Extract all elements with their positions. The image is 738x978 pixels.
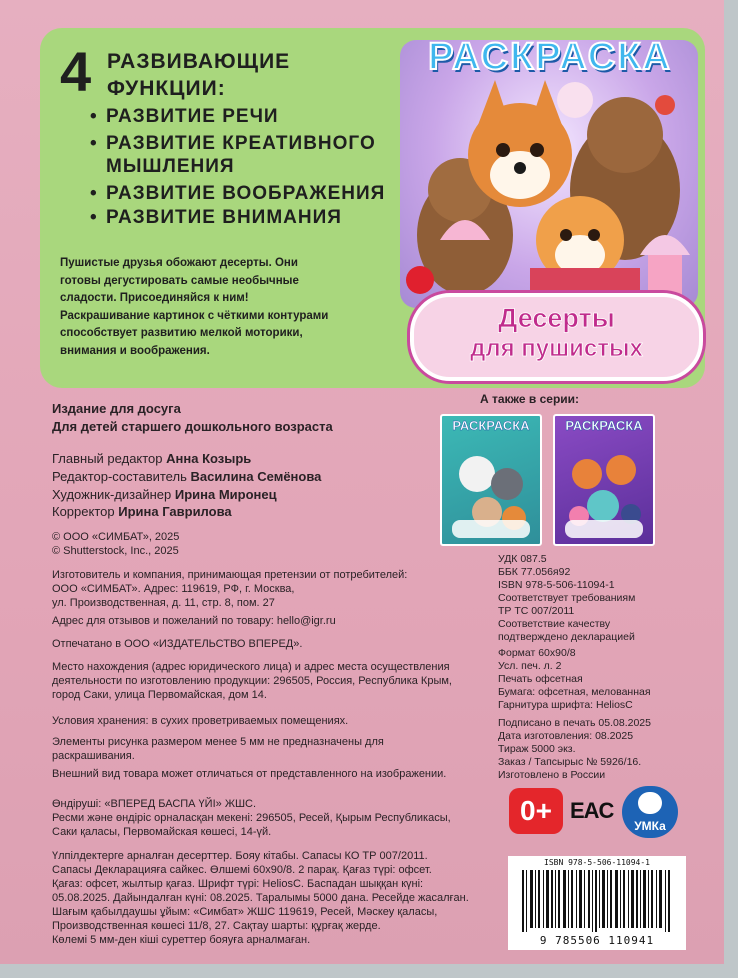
- legal-address: Место нахождения (адрес юридического лица) и адрес места осуществления деятельности по изготовлению продукции: 296505, Россия, Республика Крым, город Саки, улица Первомайская, дом 14.: [52, 661, 452, 701]
- copyright-notice: © ООО «СИМБАТ», 2025 © Shutterstock, Inc., 2025: [52, 531, 180, 557]
- function-item: • РАЗВИТИЕ РЕЧИ: [90, 106, 279, 127]
- series-logo: РАСКРАСКА: [428, 36, 672, 78]
- functions-heading-line2: ФУНКЦИИ:: [107, 77, 226, 100]
- credit-line: Корректор Ирина Гаврилова: [52, 504, 232, 519]
- printer-info: Отпечатано в ООО «ИЗДАТЕЛЬСТВО ВПЕРЕД».: [52, 638, 303, 650]
- age-rating-badge: 0+: [509, 788, 563, 834]
- series-cover-thumbnail: РАСКРАСКА: [440, 414, 542, 546]
- animals-and-desserts-illustration: [400, 40, 698, 308]
- functions-heading: [107, 48, 290, 102]
- publication-data: Подписано в печать 05.08.2025 Дата изготовления: 08.2025 Тираж 5000 экз. Заказ / Тапсырыс № 5926/16. Изготовлено в России: [498, 717, 651, 781]
- bibliographic-block: УДК 087.5 ББК 77.056я92 ISBN 978-5-506-11094-1 Соответствует требованиям ТР ТС 007/2011 Соответствие качеству подтверждено декларацией: [498, 553, 636, 643]
- eac-mark: EAC: [570, 798, 614, 823]
- function-item-continued: МЫШЛЕНИЯ: [106, 156, 235, 177]
- bear-icon: [638, 792, 662, 814]
- bleed-edge-bottom: [0, 964, 738, 978]
- function-item: • РАЗВИТИЕ ВООБРАЖЕНИЯ: [90, 183, 386, 204]
- credit-line: Редактор-составитель Василина Семёнова: [52, 469, 322, 484]
- manufacturer-info: Изготовитель и компания, принимающая претензии от потребителей: ООО «СИМБАТ». Адрес: 119619, РФ, г. Москва, ул. Производственная, д. 11, стр. 8, пом. 27: [52, 569, 408, 609]
- function-item: • РАЗВИТИЕ ВНИМАНИЯ: [90, 207, 342, 228]
- feedback-address: Адрес для отзывов и пожеланий по товару: hello@igr.ru: [52, 615, 336, 627]
- book-title-plate: [410, 293, 703, 381]
- book-title-line1: Десерты: [498, 303, 615, 333]
- small-elements-notice: Элементы рисунка размером менее 5 мм не предназначены для раскрашивания.: [52, 736, 384, 762]
- functions-number: 4: [60, 40, 92, 103]
- kazakh-product-info: Үлпілдектерге арналған десерттер. Бояу кітабы. Сапасы КО ТР 007/2011. Сапасы Декларацияға сайкес. Өлшемі 60х90/8. 2 парақ. Қағаз түрі: офсет. Қағаз: офсет, жылтыр қағаз. Шрифт түрі: HeliosC. Баспадан шыққан күні: 05.08.2025. Дайындалған күні: 08.2025. Таралымы 5000 дана. Ресейде жасалған. Шағым қабылдаушы ұйым: «Симбат» ЖШС 119619, Ресей, Мәскеу қаласы, Производственная көшесі 11/8, 27. Сақтау шарты: құрғақ жерде. Көлемі 5 мм-ден кіші суреттер бояуға арналмаған.: [52, 850, 469, 946]
- appearance-disclaimer: Внешний вид товара может отличаться от представленного на изображении.: [52, 768, 447, 780]
- book-description: Пушистые друзья обожают десерты. Они готовы дегустировать самые необычные сладости. Присоединяйся к ним! Раскрашивание картинок с чёткими контурами способствует развитию мелкой моторики, внимания и воображения.: [60, 257, 329, 357]
- barcode-bars: [522, 870, 672, 932]
- barcode-isbn-text: ISBN 978-5-506-11094-1: [544, 858, 650, 867]
- bleed-edge-right: [724, 0, 738, 978]
- series-cover-thumbnail: РАСКРАСКА: [553, 414, 655, 546]
- edition-type: Издание для досуга: [52, 401, 181, 416]
- functions-heading-line1: РАЗВИВАЮЩИЕ: [107, 50, 291, 73]
- book-title-line2: для пушистых: [470, 335, 643, 362]
- publisher-logo: УМКа: [622, 786, 678, 838]
- kazakh-manufacturer-info: Өндіруші: «ВПЕРЕД БАСПА ҮЙІ» ЖШС. Ресми және өндіріс орналасқан мекені: 296505, Ресей, Қырым Республикасы, Саки қаласы, Первомайская көшесі, 14-үй.: [52, 798, 451, 838]
- credit-line: Главный редактор Анна Козырь: [52, 451, 252, 466]
- barcode-number: 9 785506 110941: [539, 934, 655, 947]
- also-in-series-label: А также в серии:: [480, 392, 580, 406]
- cover-illustration: [400, 40, 698, 308]
- print-specs: Формат 60х90/8 Усл. печ. л. 2 Печать офсетная Бумага: офсетная, мелованная Гарнитура шрифта: HeliosC: [498, 647, 651, 711]
- credit-line: Художник-дизайнер Ирина Миронец: [52, 487, 277, 502]
- storage-conditions: Условия хранения: в сухих проветриваемых помещениях.: [52, 715, 349, 727]
- barcode: [508, 856, 686, 950]
- function-item: • РАЗВИТИЕ КРЕАТИВНОГО: [90, 133, 376, 154]
- age-group: Для детей старшего дошкольного возраста: [52, 419, 333, 434]
